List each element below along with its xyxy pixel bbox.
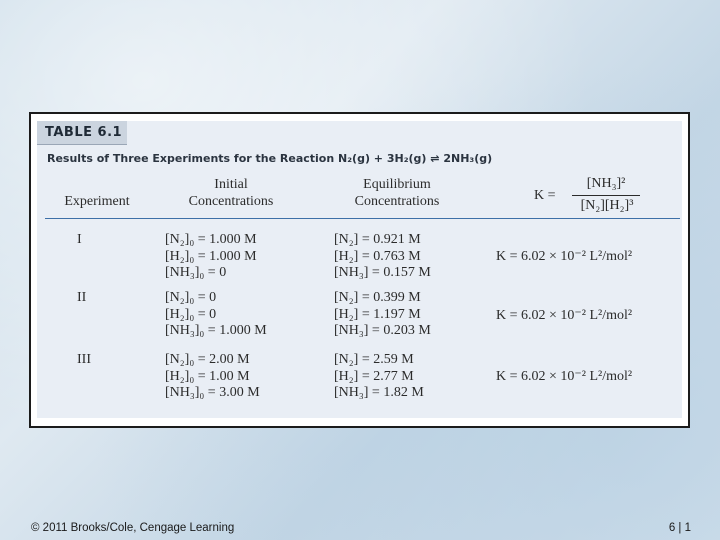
row-1-eq-n2: [N₂] = 0.921 M	[334, 232, 421, 247]
row-2-initial-nh3: [NH₃]₀ = 1.000 M	[165, 323, 267, 338]
row-3-initial-h2: [H₂]₀ = 1.00 M	[165, 368, 250, 384]
row-3-equilibrium	[334, 351, 424, 401]
row-2-eq-nh3: [NH₃] = 0.203 M	[334, 323, 431, 338]
fraction-bar	[572, 195, 640, 196]
header-equilibrium-line2: Concentrations	[354, 194, 440, 209]
row-3-eq-n2: [N₂] = 2.59 M	[334, 352, 414, 367]
table-number-badge: TABLE 6.1	[37, 121, 127, 145]
header-experiment: Experiment	[64, 194, 130, 209]
row-3-initial-nh3: [NH₃]₀ = 3.00 M	[165, 385, 260, 400]
row-1-initial-nh3: [NH₃]₀ = 0	[165, 265, 227, 280]
row-2-k-value: K = 6.02 × 10⁻² L²/mol²	[496, 308, 633, 323]
header-initial-line2: Concentrations	[188, 194, 274, 209]
row-2-eq-n2: [N₂] = 0.399 M	[334, 290, 421, 305]
table-caption: Results of Three Experiments for the Reaction N₂(g) + 3H₂(g) ⇌ 2NH₃(g)	[47, 152, 493, 165]
row-2-initial	[165, 289, 267, 339]
header-initial-line1: Initial	[214, 177, 248, 192]
row-3-eq-nh3: [NH₃] = 1.82 M	[334, 385, 424, 400]
row-3-eq-h2: [H₂] = 2.77 M	[334, 368, 414, 384]
row-3-k-value: K = 6.02 × 10⁻² L²/mol²	[496, 369, 633, 384]
row-2-initial-h2: [H₂]₀ = 0	[165, 306, 217, 322]
row-3-initial	[165, 351, 260, 401]
k-numerator: [NH₃]²	[586, 176, 626, 191]
row-3-experiment: III	[77, 352, 91, 367]
row-2-initial-n2: [N₂]₀ = 0	[165, 290, 217, 305]
row-3-initial-n2: [N₂]₀ = 2.00 M	[165, 352, 250, 367]
header-equilibrium-line1: Equilibrium	[363, 177, 431, 192]
slide-page-number: 6 | 1	[668, 522, 691, 534]
row-1-initial-h2: [H₂]₀ = 1.000 M	[165, 248, 257, 264]
row-2-eq-h2: [H₂] = 1.197 M	[334, 306, 421, 322]
row-2-equilibrium	[334, 289, 431, 339]
row-1-experiment: I	[77, 232, 82, 247]
header-initial	[171, 176, 291, 210]
row-1-initial	[165, 231, 257, 281]
header-divider	[45, 218, 680, 219]
k-expression	[534, 176, 644, 218]
k-denominator: [N₂][H₂]³	[580, 198, 634, 213]
row-2-experiment: II	[77, 290, 87, 305]
row-1-equilibrium	[334, 231, 431, 281]
row-1-eq-h2: [H₂] = 0.763 M	[334, 248, 421, 264]
header-equilibrium	[337, 176, 457, 210]
copyright-text: © 2011 Brooks/Cole, Cengage Learning	[31, 522, 235, 534]
row-1-initial-n2: [N₂]₀ = 1.000 M	[165, 232, 257, 247]
row-1-eq-nh3: [NH₃] = 0.157 M	[334, 265, 431, 280]
table-panel	[37, 121, 682, 418]
row-1-k-value: K = 6.02 × 10⁻² L²/mol²	[496, 249, 633, 264]
k-expression-lhs: K =	[534, 188, 556, 203]
table-image-frame	[29, 112, 690, 428]
